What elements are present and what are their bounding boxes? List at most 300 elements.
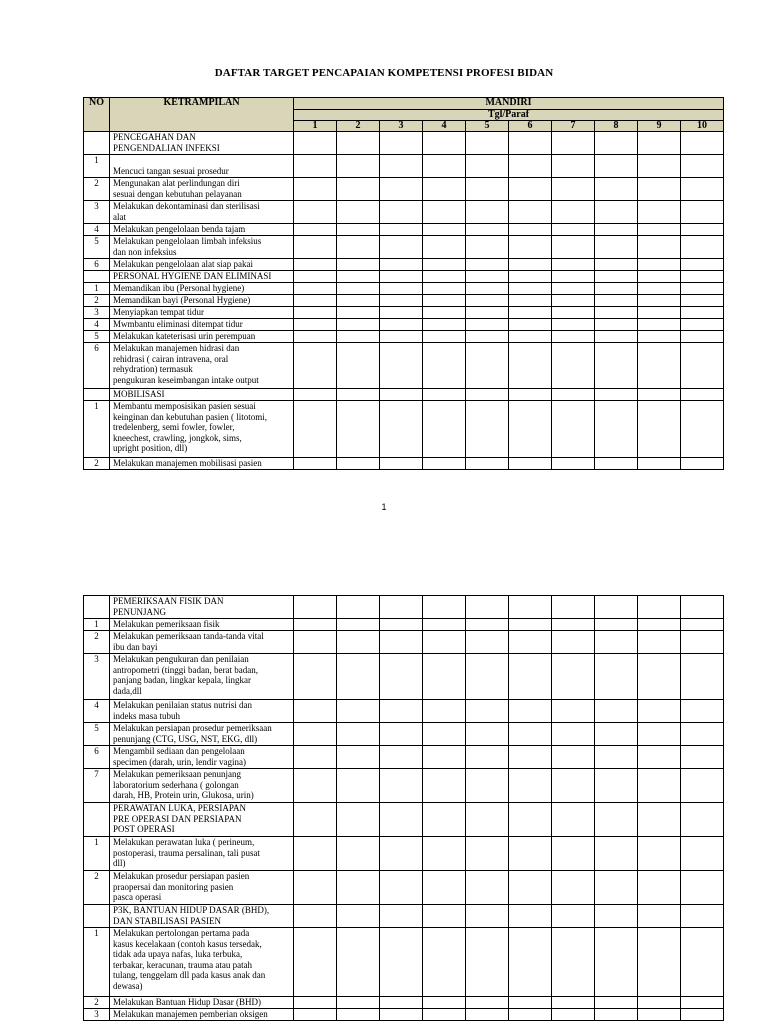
paraf-cell[interactable] [681,271,724,283]
paraf-cell[interactable] [595,178,638,201]
paraf-cell[interactable] [294,458,337,470]
paraf-cell[interactable] [466,596,509,619]
paraf-cell[interactable] [509,631,552,654]
paraf-cell[interactable] [595,723,638,746]
paraf-cell[interactable] [423,769,466,803]
paraf-cell[interactable] [595,319,638,331]
paraf-cell[interactable] [638,271,681,283]
paraf-cell[interactable] [294,307,337,319]
paraf-cell[interactable] [380,295,423,307]
paraf-cell[interactable] [638,746,681,769]
paraf-cell[interactable] [380,307,423,319]
paraf-cell[interactable] [638,224,681,236]
paraf-cell[interactable] [681,631,724,654]
paraf-cell[interactable] [509,343,552,389]
paraf-cell[interactable] [681,307,724,319]
paraf-cell[interactable] [337,132,380,155]
paraf-cell[interactable] [595,905,638,928]
paraf-cell[interactable] [681,343,724,389]
paraf-cell[interactable] [595,389,638,401]
paraf-cell[interactable] [380,331,423,343]
paraf-cell[interactable] [681,905,724,928]
paraf-cell[interactable] [595,224,638,236]
paraf-cell[interactable] [337,723,380,746]
paraf-cell[interactable] [509,295,552,307]
paraf-cell[interactable] [466,723,509,746]
paraf-cell[interactable] [380,631,423,654]
paraf-cell[interactable] [423,1009,466,1021]
paraf-cell[interactable] [294,871,337,905]
paraf-cell[interactable] [509,458,552,470]
paraf-cell[interactable] [294,1009,337,1021]
paraf-cell[interactable] [595,596,638,619]
paraf-cell[interactable] [595,271,638,283]
paraf-cell[interactable] [638,803,681,837]
paraf-cell[interactable] [595,700,638,723]
paraf-cell[interactable] [294,283,337,295]
paraf-cell[interactable] [509,283,552,295]
paraf-cell[interactable] [638,928,681,997]
paraf-cell[interactable] [595,631,638,654]
paraf-cell[interactable] [552,631,595,654]
paraf-cell[interactable] [294,837,337,871]
paraf-cell[interactable] [638,458,681,470]
paraf-cell[interactable] [337,295,380,307]
paraf-cell[interactable] [380,803,423,837]
paraf-cell[interactable] [638,619,681,631]
paraf-cell[interactable] [423,295,466,307]
paraf-cell[interactable] [681,283,724,295]
paraf-cell[interactable] [552,178,595,201]
paraf-cell[interactable] [681,769,724,803]
paraf-cell[interactable] [552,596,595,619]
paraf-cell[interactable] [423,837,466,871]
paraf-cell[interactable] [681,803,724,837]
paraf-cell[interactable] [638,343,681,389]
paraf-cell[interactable] [294,769,337,803]
paraf-cell[interactable] [294,700,337,723]
paraf-cell[interactable] [466,331,509,343]
paraf-cell[interactable] [638,259,681,271]
paraf-cell[interactable] [423,389,466,401]
paraf-cell[interactable] [509,319,552,331]
paraf-cell[interactable] [380,343,423,389]
paraf-cell[interactable] [294,295,337,307]
paraf-cell[interactable] [294,401,337,458]
paraf-cell[interactable] [380,871,423,905]
paraf-cell[interactable] [681,837,724,871]
paraf-cell[interactable] [552,132,595,155]
paraf-cell[interactable] [552,307,595,319]
paraf-cell[interactable] [638,723,681,746]
paraf-cell[interactable] [681,224,724,236]
paraf-cell[interactable] [380,389,423,401]
paraf-cell[interactable] [552,224,595,236]
paraf-cell[interactable] [380,271,423,283]
paraf-cell[interactable] [552,654,595,700]
paraf-cell[interactable] [509,803,552,837]
paraf-cell[interactable] [423,803,466,837]
paraf-cell[interactable] [552,389,595,401]
paraf-cell[interactable] [638,132,681,155]
paraf-cell[interactable] [380,596,423,619]
paraf-cell[interactable] [509,700,552,723]
paraf-cell[interactable] [294,654,337,700]
paraf-cell[interactable] [337,928,380,997]
paraf-cell[interactable] [552,319,595,331]
paraf-cell[interactable] [595,458,638,470]
paraf-cell[interactable] [552,458,595,470]
paraf-cell[interactable] [337,803,380,837]
paraf-cell[interactable] [294,723,337,746]
paraf-cell[interactable] [380,837,423,871]
paraf-cell[interactable] [509,654,552,700]
paraf-cell[interactable] [380,619,423,631]
paraf-cell[interactable] [509,271,552,283]
paraf-cell[interactable] [638,631,681,654]
paraf-cell[interactable] [509,331,552,343]
paraf-cell[interactable] [423,905,466,928]
paraf-cell[interactable] [509,259,552,271]
paraf-cell[interactable] [552,905,595,928]
paraf-cell[interactable] [681,619,724,631]
paraf-cell[interactable] [294,331,337,343]
paraf-cell[interactable] [337,155,380,178]
paraf-cell[interactable] [380,155,423,178]
paraf-cell[interactable] [681,1009,724,1021]
paraf-cell[interactable] [337,343,380,389]
paraf-cell[interactable] [423,331,466,343]
paraf-cell[interactable] [552,295,595,307]
paraf-cell[interactable] [466,1009,509,1021]
paraf-cell[interactable] [681,132,724,155]
paraf-cell[interactable] [681,331,724,343]
paraf-cell[interactable] [681,723,724,746]
paraf-cell[interactable] [337,769,380,803]
paraf-cell[interactable] [509,905,552,928]
paraf-cell[interactable] [294,619,337,631]
paraf-cell[interactable] [552,259,595,271]
paraf-cell[interactable] [337,619,380,631]
paraf-cell[interactable] [466,236,509,259]
paraf-cell[interactable] [638,389,681,401]
paraf-cell[interactable] [380,723,423,746]
paraf-cell[interactable] [552,769,595,803]
paraf-cell[interactable] [423,307,466,319]
paraf-cell[interactable] [466,343,509,389]
paraf-cell[interactable] [337,997,380,1009]
paraf-cell[interactable] [423,458,466,470]
paraf-cell[interactable] [380,654,423,700]
paraf-cell[interactable] [337,201,380,224]
paraf-cell[interactable] [595,997,638,1009]
paraf-cell[interactable] [638,596,681,619]
paraf-cell[interactable] [294,997,337,1009]
paraf-cell[interactable] [552,837,595,871]
paraf-cell[interactable] [595,871,638,905]
paraf-cell[interactable] [423,723,466,746]
paraf-cell[interactable] [595,283,638,295]
paraf-cell[interactable] [681,458,724,470]
paraf-cell[interactable] [552,283,595,295]
paraf-cell[interactable] [294,259,337,271]
paraf-cell[interactable] [681,871,724,905]
paraf-cell[interactable] [337,389,380,401]
paraf-cell[interactable] [681,319,724,331]
paraf-cell[interactable] [294,596,337,619]
paraf-cell[interactable] [423,259,466,271]
paraf-cell[interactable] [423,201,466,224]
paraf-cell[interactable] [552,619,595,631]
paraf-cell[interactable] [509,871,552,905]
paraf-cell[interactable] [466,401,509,458]
paraf-cell[interactable] [380,746,423,769]
paraf-cell[interactable] [552,803,595,837]
paraf-cell[interactable] [380,700,423,723]
paraf-cell[interactable] [337,1009,380,1021]
paraf-cell[interactable] [380,458,423,470]
paraf-cell[interactable] [595,132,638,155]
paraf-cell[interactable] [337,837,380,871]
paraf-cell[interactable] [423,871,466,905]
paraf-cell[interactable] [509,307,552,319]
paraf-cell[interactable] [595,201,638,224]
paraf-cell[interactable] [681,259,724,271]
paraf-cell[interactable] [466,871,509,905]
paraf-cell[interactable] [466,155,509,178]
paraf-cell[interactable] [595,331,638,343]
paraf-cell[interactable] [466,654,509,700]
paraf-cell[interactable] [337,458,380,470]
paraf-cell[interactable] [294,178,337,201]
paraf-cell[interactable] [337,746,380,769]
paraf-cell[interactable] [509,746,552,769]
paraf-cell[interactable] [380,132,423,155]
paraf-cell[interactable] [595,307,638,319]
paraf-cell[interactable] [466,307,509,319]
paraf-cell[interactable] [337,596,380,619]
paraf-cell[interactable] [337,401,380,458]
paraf-cell[interactable] [337,236,380,259]
paraf-cell[interactable] [595,746,638,769]
paraf-cell[interactable] [423,343,466,389]
paraf-cell[interactable] [552,331,595,343]
paraf-cell[interactable] [423,700,466,723]
paraf-cell[interactable] [466,389,509,401]
paraf-cell[interactable] [380,997,423,1009]
paraf-cell[interactable] [595,654,638,700]
paraf-cell[interactable] [466,271,509,283]
paraf-cell[interactable] [681,654,724,700]
paraf-cell[interactable] [595,619,638,631]
paraf-cell[interactable] [337,259,380,271]
paraf-cell[interactable] [466,295,509,307]
paraf-cell[interactable] [509,619,552,631]
paraf-cell[interactable] [337,178,380,201]
paraf-cell[interactable] [423,319,466,331]
paraf-cell[interactable] [466,769,509,803]
paraf-cell[interactable] [638,307,681,319]
paraf-cell[interactable] [509,928,552,997]
paraf-cell[interactable] [681,201,724,224]
paraf-cell[interactable] [380,319,423,331]
paraf-cell[interactable] [681,236,724,259]
paraf-cell[interactable] [638,997,681,1009]
paraf-cell[interactable] [466,746,509,769]
paraf-cell[interactable] [337,224,380,236]
paraf-cell[interactable] [294,389,337,401]
paraf-cell[interactable] [552,343,595,389]
paraf-cell[interactable] [509,723,552,746]
paraf-cell[interactable] [423,155,466,178]
paraf-cell[interactable] [509,997,552,1009]
paraf-cell[interactable] [466,201,509,224]
paraf-cell[interactable] [595,837,638,871]
paraf-cell[interactable] [681,596,724,619]
paraf-cell[interactable] [380,283,423,295]
paraf-cell[interactable] [552,723,595,746]
paraf-cell[interactable] [294,155,337,178]
paraf-cell[interactable] [380,401,423,458]
paraf-cell[interactable] [294,746,337,769]
paraf-cell[interactable] [638,401,681,458]
paraf-cell[interactable] [552,401,595,458]
paraf-cell[interactable] [337,871,380,905]
paraf-cell[interactable] [552,746,595,769]
paraf-cell[interactable] [466,283,509,295]
paraf-cell[interactable] [595,155,638,178]
paraf-cell[interactable] [466,997,509,1009]
paraf-cell[interactable] [423,236,466,259]
paraf-cell[interactable] [509,837,552,871]
paraf-cell[interactable] [681,178,724,201]
paraf-cell[interactable] [638,837,681,871]
paraf-cell[interactable] [638,283,681,295]
paraf-cell[interactable] [509,224,552,236]
paraf-cell[interactable] [466,928,509,997]
paraf-cell[interactable] [337,700,380,723]
paraf-cell[interactable] [638,319,681,331]
paraf-cell[interactable] [423,178,466,201]
paraf-cell[interactable] [681,401,724,458]
paraf-cell[interactable] [294,343,337,389]
paraf-cell[interactable] [423,283,466,295]
paraf-cell[interactable] [638,236,681,259]
paraf-cell[interactable] [423,654,466,700]
paraf-cell[interactable] [509,401,552,458]
paraf-cell[interactable] [638,871,681,905]
paraf-cell[interactable] [380,1009,423,1021]
paraf-cell[interactable] [466,631,509,654]
paraf-cell[interactable] [380,201,423,224]
paraf-cell[interactable] [294,132,337,155]
paraf-cell[interactable] [681,700,724,723]
paraf-cell[interactable] [294,905,337,928]
paraf-cell[interactable] [466,259,509,271]
paraf-cell[interactable] [466,803,509,837]
paraf-cell[interactable] [552,700,595,723]
paraf-cell[interactable] [638,155,681,178]
paraf-cell[interactable] [294,236,337,259]
paraf-cell[interactable] [595,928,638,997]
paraf-cell[interactable] [337,905,380,928]
paraf-cell[interactable] [681,746,724,769]
paraf-cell[interactable] [337,331,380,343]
paraf-cell[interactable] [423,596,466,619]
paraf-cell[interactable] [552,201,595,224]
paraf-cell[interactable] [423,224,466,236]
paraf-cell[interactable] [380,905,423,928]
paraf-cell[interactable] [509,132,552,155]
paraf-cell[interactable] [595,401,638,458]
paraf-cell[interactable] [294,928,337,997]
paraf-cell[interactable] [337,307,380,319]
paraf-cell[interactable] [466,178,509,201]
paraf-cell[interactable] [595,1009,638,1021]
paraf-cell[interactable] [466,458,509,470]
paraf-cell[interactable] [681,155,724,178]
paraf-cell[interactable] [509,769,552,803]
paraf-cell[interactable] [638,178,681,201]
paraf-cell[interactable] [423,271,466,283]
paraf-cell[interactable] [294,271,337,283]
paraf-cell[interactable] [681,389,724,401]
paraf-cell[interactable] [509,178,552,201]
paraf-cell[interactable] [595,803,638,837]
paraf-cell[interactable] [294,319,337,331]
paraf-cell[interactable] [466,132,509,155]
paraf-cell[interactable] [337,283,380,295]
paraf-cell[interactable] [638,700,681,723]
paraf-cell[interactable] [509,201,552,224]
paraf-cell[interactable] [681,295,724,307]
paraf-cell[interactable] [552,155,595,178]
paraf-cell[interactable] [380,178,423,201]
paraf-cell[interactable] [595,769,638,803]
paraf-cell[interactable] [380,928,423,997]
paraf-cell[interactable] [466,619,509,631]
paraf-cell[interactable] [552,871,595,905]
paraf-cell[interactable] [466,700,509,723]
paraf-cell[interactable] [337,631,380,654]
paraf-cell[interactable] [380,236,423,259]
paraf-cell[interactable] [638,654,681,700]
paraf-cell[interactable] [337,319,380,331]
paraf-cell[interactable] [294,803,337,837]
paraf-cell[interactable] [638,1009,681,1021]
paraf-cell[interactable] [681,997,724,1009]
paraf-cell[interactable] [595,259,638,271]
paraf-cell[interactable] [380,224,423,236]
paraf-cell[interactable] [552,271,595,283]
paraf-cell[interactable] [638,201,681,224]
paraf-cell[interactable] [380,769,423,803]
paraf-cell[interactable] [294,224,337,236]
paraf-cell[interactable] [509,236,552,259]
paraf-cell[interactable] [423,401,466,458]
paraf-cell[interactable] [509,596,552,619]
paraf-cell[interactable] [595,343,638,389]
paraf-cell[interactable] [509,389,552,401]
paraf-cell[interactable] [552,928,595,997]
paraf-cell[interactable] [423,746,466,769]
paraf-cell[interactable] [595,236,638,259]
paraf-cell[interactable] [552,236,595,259]
paraf-cell[interactable] [337,271,380,283]
paraf-cell[interactable] [466,905,509,928]
paraf-cell[interactable] [681,928,724,997]
paraf-cell[interactable] [294,201,337,224]
